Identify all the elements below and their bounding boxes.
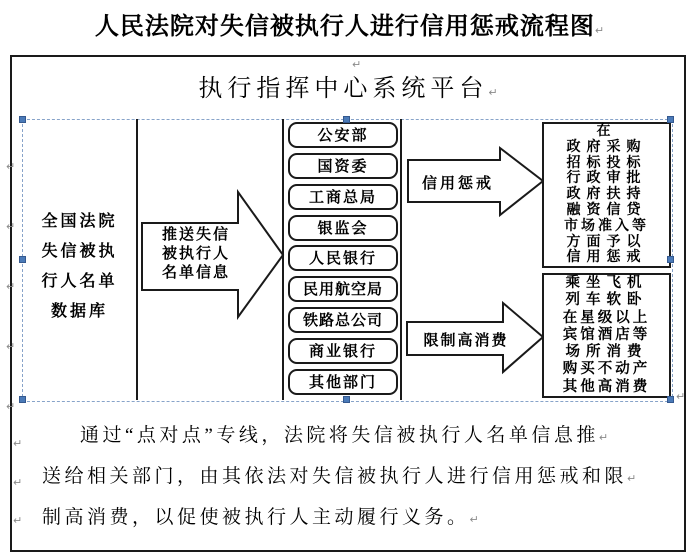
paragraph-mark: ↵ bbox=[6, 400, 16, 413]
credit-box-line: 招标投标 bbox=[566, 155, 647, 171]
paragraph-mark: ↵ bbox=[6, 220, 16, 233]
push-arrow-line: 名单信息 bbox=[161, 265, 230, 281]
database-line: 全国法院 bbox=[41, 213, 118, 230]
consumption-arrow-label: 限制高消费 bbox=[423, 333, 509, 349]
push-arrow-line: 推送失信 bbox=[161, 227, 230, 243]
paragraph-mark: ↵ bbox=[6, 340, 16, 353]
description-line-text: 制高消费，以促使被执行人主动履行义务。 bbox=[42, 507, 470, 528]
credit-box-line: 政府扶持 bbox=[566, 187, 647, 203]
description-line bbox=[42, 505, 672, 533]
paragraph-mark: ↵ bbox=[6, 160, 16, 173]
database-line: 数据库 bbox=[50, 303, 108, 320]
database-line: 行人名单 bbox=[41, 273, 118, 290]
credit-box-line: 市场准入等 bbox=[564, 218, 649, 234]
department-box-railway-corp[interactable]: 铁路总公司 bbox=[288, 307, 398, 333]
paragraph-mark: ↵ bbox=[594, 24, 605, 37]
push-arrow-label bbox=[149, 226, 243, 283]
department-box-banking-regulator[interactable]: 银监会 bbox=[288, 215, 398, 241]
consumption-box-line: 乘坐飞机 bbox=[565, 275, 648, 291]
paragraph-mark: ↵ bbox=[469, 513, 479, 526]
consumption-box-line: 场所消费 bbox=[565, 344, 648, 361]
credit-box-line: 融资信贷 bbox=[566, 202, 647, 218]
consumption-box-line: 其他高消费 bbox=[562, 378, 651, 395]
selection-handle-top-left[interactable] bbox=[19, 116, 26, 123]
selection-handle-middle-left[interactable] bbox=[19, 256, 26, 263]
department-box-peoples-bank[interactable]: 人民银行 bbox=[288, 245, 398, 271]
description-line bbox=[42, 423, 672, 451]
description-line-text: 送给相关部门，由其依法对失信被执行人进行信用惩戒和限 bbox=[42, 466, 628, 487]
credit-punishment-result-box[interactable] bbox=[542, 122, 671, 268]
department-box-sasac[interactable]: 国资委 bbox=[288, 153, 398, 179]
paragraph-mark: ↵ bbox=[352, 58, 362, 71]
paragraph-mark: ↵ bbox=[13, 476, 23, 489]
selection-handle-top-center[interactable] bbox=[343, 116, 350, 123]
consumption-box-line: 购买不动产 bbox=[562, 361, 651, 378]
paragraph-mark: ↵ bbox=[13, 514, 23, 527]
selection-handle-top-right[interactable] bbox=[667, 116, 674, 123]
selection-handle-bottom-right[interactable] bbox=[667, 396, 674, 403]
description-paragraph bbox=[42, 423, 672, 546]
credit-box-line: 方面予以 bbox=[566, 234, 647, 250]
credit-arrow-label: 信用惩戒 bbox=[421, 176, 494, 192]
consumption-restriction-result-box[interactable] bbox=[542, 273, 671, 398]
credit-box-line: 政府采购 bbox=[566, 139, 647, 155]
credit-box-line: 行政审批 bbox=[566, 171, 647, 187]
description-line-text: 通过“点对点”专线，法院将失信被执行人名单信息推 bbox=[80, 425, 599, 446]
selection-handle-bottom-center[interactable] bbox=[343, 396, 350, 403]
selection-handle-bottom-left[interactable] bbox=[19, 396, 26, 403]
paragraph-mark: ↵ bbox=[598, 431, 609, 444]
paragraph-mark: ↵ bbox=[488, 86, 498, 99]
database-line: 失信被执 bbox=[41, 243, 118, 260]
paragraph-mark: ↵ bbox=[627, 472, 637, 485]
paragraph-mark: ↵ bbox=[13, 437, 23, 450]
consumption-box-line: 列车软卧 bbox=[565, 292, 648, 309]
push-arrow-line: 被执行人 bbox=[161, 246, 230, 262]
department-box-industry-commerce[interactable]: 工商总局 bbox=[288, 184, 398, 210]
credit-box-line: 在 bbox=[596, 124, 617, 139]
paragraph-mark: ↵ bbox=[676, 390, 686, 403]
description-line bbox=[42, 464, 672, 492]
platform-header-text: 执行指挥中心系统平台 bbox=[198, 76, 489, 102]
department-box-other[interactable]: 其他部门 bbox=[288, 369, 398, 395]
selection-handle-middle-right[interactable] bbox=[667, 256, 674, 263]
department-box-commercial-banks[interactable]: 商业银行 bbox=[288, 338, 398, 364]
credit-box-line: 信用惩戒 bbox=[566, 250, 647, 266]
department-box-civil-aviation[interactable]: 民用航空局 bbox=[288, 276, 398, 302]
page-title-text: 人民法院对失信被执行人进行信用惩戒流程图 bbox=[94, 13, 595, 40]
consumption-box-line: 在星级以上 bbox=[562, 309, 651, 326]
consumption-box-line: 宾馆酒店等 bbox=[562, 326, 651, 343]
department-box-public-security[interactable]: 公安部 bbox=[288, 122, 398, 148]
paragraph-mark: ↵ bbox=[6, 280, 16, 293]
